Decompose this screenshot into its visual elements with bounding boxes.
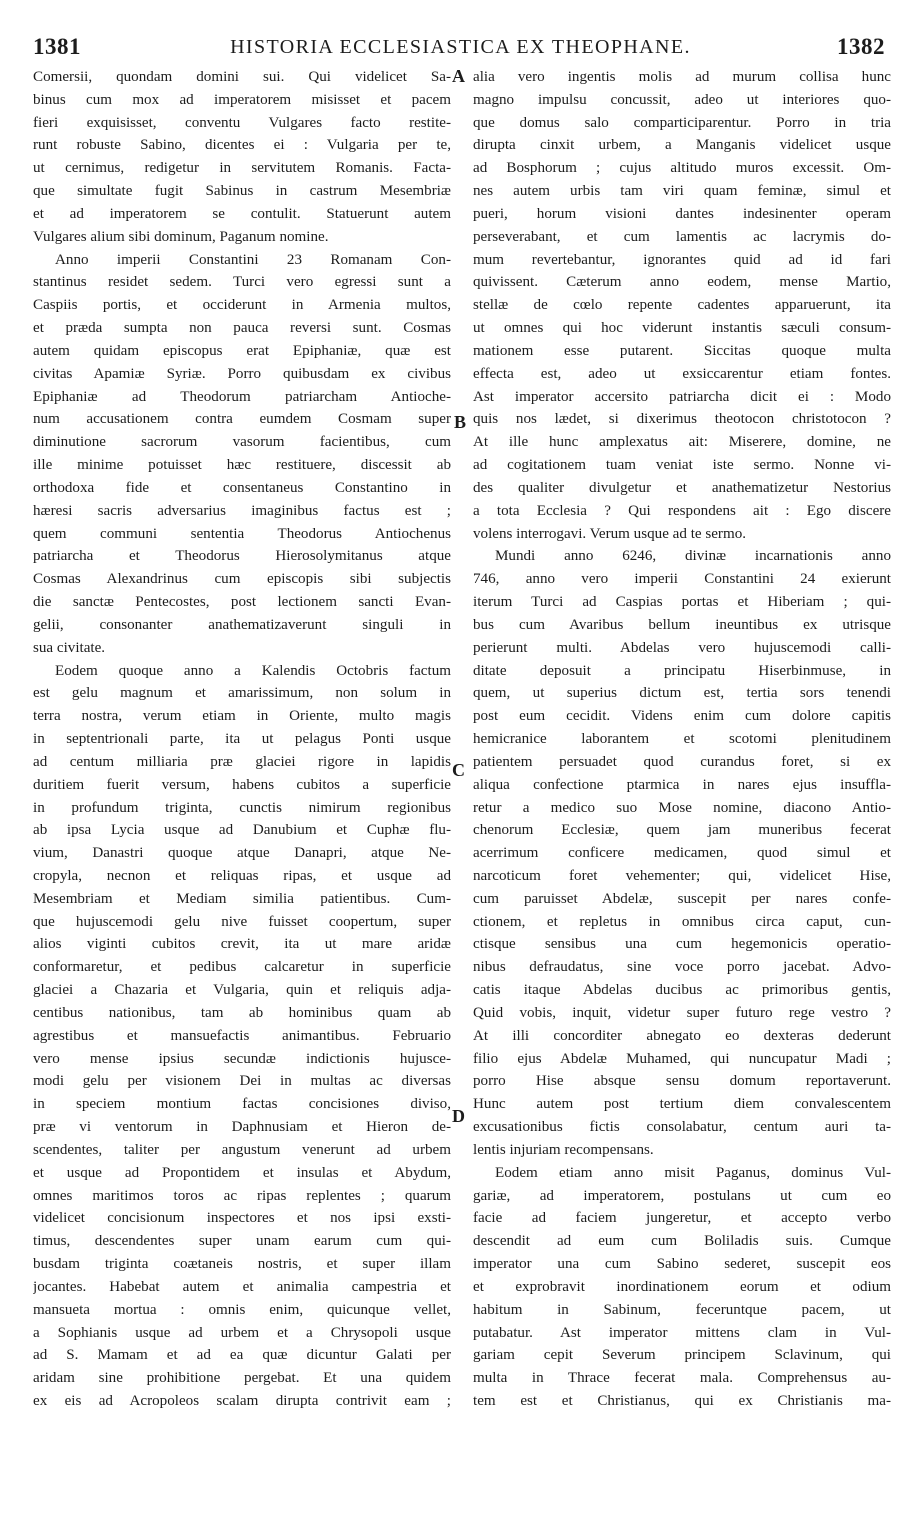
right-column-line: mationem esse putarent. Siccitas quoque multa: [473, 342, 891, 359]
right-column-line: quem, ut superius dictum est, tertia sors tenendi: [473, 685, 891, 702]
right-column-line: Eodem etiam anno misit Paganus, dominus Vul-: [495, 1164, 891, 1181]
right-column-line: ctisque sensibus una cum hegemonicis operatio-: [473, 936, 891, 953]
left-column-line: Vulgares alium sibi dominum, Paganum nomine.: [33, 228, 329, 245]
left-column-line: scendentes, taliter per angustum venerunt ad urbem: [33, 1141, 451, 1158]
left-column-line: Mesembriam et Mediam similia patientibus. Cum-: [33, 890, 451, 907]
right-column-line: multa in Thrace fecerat mala. Comprehensus au-: [473, 1370, 891, 1387]
margin-marker-d: D: [452, 1106, 465, 1126]
left-column-line: et usque ad Propontidem et insulas et Abydum,: [33, 1164, 451, 1181]
right-column-line: imperator una cum Sabino sederet, suscepit eos: [473, 1256, 891, 1273]
left-column-line: num accusationem contra eumdem Cosmam super: [33, 411, 451, 428]
left-column-line: aridam sine prohibitione pergebat. Et una quidem: [33, 1370, 451, 1387]
left-column-line: et præda sumpta non pauca reversi sunt. Cosmas: [33, 320, 451, 337]
right-column-line: patientem persuadet quod curandus foret, si ex: [473, 753, 891, 770]
right-column-line: Hunc autem post tertium diem convalescentem: [473, 1096, 891, 1113]
left-column-line: binus cum mox ad imperatorem misisset et pacem: [33, 91, 451, 108]
right-column-line: At illi concorditer abnegato eo dexteras dederunt: [473, 1027, 891, 1044]
right-column-line: aliqua confectione ptarmica in nares ejus insuffla-: [473, 776, 891, 793]
left-column-line: ad S. Mamam et ad ea quæ dicuntur Galati per: [33, 1347, 451, 1364]
left-column-line: modi gelu per visionem Dei in multas ac diversas: [33, 1073, 451, 1090]
right-column-line: facie ad faciem jungeretur, et accepto verbo: [473, 1210, 891, 1227]
left-column-line: que hujuscemodi gelu nive fuisset coopertum, super: [33, 913, 451, 930]
right-column-line: gariam cepit Severum principem Sclavinum, qui: [473, 1347, 891, 1364]
right-column-line: tem est et Christianus, qui ex Christianis ma-: [473, 1393, 891, 1410]
right-column-line: cum paruisset Abdelæ, suscepit per nares confe-: [473, 890, 891, 907]
right-column-line: narcoticum foret vehementer; qui, videlicet Hise,: [473, 867, 891, 884]
left-column-line: vero mense ipsius secundæ indictionis hujusce-: [33, 1050, 451, 1067]
left-column-line: et ad imperatorem se contulit. Statuerunt autem: [33, 205, 451, 222]
left-column-line: in speciem montium factas concisiones diviso,: [33, 1096, 451, 1113]
left-column-line: glaciei a Chazaria et Vulgaria, quin et reliquis adja-: [33, 982, 451, 999]
margin-marker-c: C: [452, 760, 465, 780]
left-column-line: runt robuste Sabino, dicentes ei : Vulgaria per te,: [33, 137, 451, 154]
right-column-line: quis nos lædet, si dixerimus theotocon christotocon ?: [473, 411, 891, 428]
left-column-line: ab ipsa Lycia usque ad Danubium et Cuphæ flu-: [33, 822, 451, 839]
right-column-line: nibus defraudatus, sine voce porro jacebat. Advo-: [473, 959, 891, 976]
right-column-line: ctionem, et repletus in omnibus circa caput, cun-: [473, 913, 891, 930]
right-column-line: Quid vobis, inquit, videtur super futuro rege vestro ?: [473, 1004, 891, 1021]
right-column-line: iterum Turci ad Caspias portas et Hiberiam ; qui-: [473, 594, 891, 611]
right-column-line: effecta est, adeo ut exsiccarentur etiam fontes.: [473, 365, 891, 382]
right-column-line: des qualiter divulgetur et anathematizetur Nestorius: [473, 479, 891, 496]
right-column-line: filio ejus Abdelæ Muhamed, qui nuncupatur Madi ;: [473, 1050, 891, 1067]
running-head: [0, 34, 921, 64]
margin-marker-a: A: [452, 66, 465, 86]
right-column-line: post eum cecidit. Videns enim cum dolore capitis: [473, 708, 891, 725]
left-column-line: orthodoxa fide et consentaneus Constantino in: [33, 479, 451, 496]
left-column-line: die sanctæ Pentecostes, post lectionem sancti Evan-: [33, 594, 451, 611]
left-column-line: præ vi ventorum in Daphnusiam et Hieron de-: [33, 1119, 451, 1136]
left-column-line: videlicet concisionum inspectores et nos ipsi exsti-: [33, 1210, 451, 1227]
left-column-line: ut cernimus, redigetur in servitutem Romanis. Facta-: [33, 160, 451, 177]
left-column-line: a Sophianis usque ad urbem et a Chrysopoli usque: [33, 1324, 451, 1341]
left-column-line: fieri exquisisset, conventu Vulgares facto restite-: [33, 114, 451, 131]
left-column-line: gelii, consonanter anathematizaverunt singuli in: [33, 616, 451, 633]
left-column-line: autem quidam episcopus erat Epiphaniæ, quæ est: [33, 342, 451, 359]
right-column-line: chenorum Ecclesiæ, quem jam muneribus fecerat: [473, 822, 891, 839]
right-column-line: perseverabant, et cum lamentis ac lacrymis do-: [473, 228, 891, 245]
right-column-line: mum revertebantur, ignorantes quid ad id fari: [473, 251, 891, 268]
left-column-line: Caspiis portis, et occiderunt in Armenia multos,: [33, 297, 451, 314]
right-column-line: excusationibus fictis consolabatur, centum auri ta-: [473, 1119, 891, 1136]
running-title: HISTORIA ECCLESIASTICA EX THEOPHANE.: [230, 36, 691, 58]
left-column-line: Anno imperii Constantini 23 Romanam Con-: [55, 251, 451, 268]
right-column-line: stellæ de cœlo repente cadentes apparuerunt, ita: [473, 297, 891, 314]
left-column-line: quem communi sententia Theodorus Antiochenus: [33, 525, 451, 542]
right-column-line: gariæ, ad imperatorem, postulans ut cum eo: [473, 1187, 891, 1204]
left-column-line: mansueta mortua : omnis enim, quicunque vellet,: [33, 1301, 451, 1318]
right-column-line: Mundi anno 6246, divinæ incarnationis anno: [495, 548, 891, 565]
right-column-line: pueri, horum visioni dantes indesinenter operam: [473, 205, 891, 222]
left-column-line: alios viginti cubitos crevit, ita ut mare aridæ: [33, 936, 451, 953]
right-column-line: bus cum Avaribus bellum ineuntibus ex utrisque: [473, 616, 891, 633]
left-column-line: centibus nationibus, tam ab hominibus quam ab: [33, 1004, 451, 1021]
right-column-line: hemicranice laborantem et scotomi plenitudinem: [473, 731, 891, 748]
right-column-line: ditate deposuit a principatu Hiserbinmuse, in: [473, 662, 891, 679]
left-column-line: terra nostra, verum etiam in Oriente, multo magis: [33, 708, 451, 725]
right-column-line: catis itaque Abdelas ducibus ac primoribus gentis,: [473, 982, 891, 999]
left-column-line: civitas Apamiæ Syriæ. Porro quibusdam ex civibus: [33, 365, 451, 382]
left-column-line: diminutione sacrorum vasorum facientibus, cum: [33, 434, 451, 451]
right-column-line: At ille hunc amplexatus ait: Miserere, domine, ne: [473, 434, 891, 451]
right-column-line: ad cogitationem tuam veniat iste sermo. Nonne vi-: [473, 457, 891, 474]
right-column-line: que domus salo comparticiparentur. Porro in tria: [473, 114, 891, 131]
left-column: [33, 66, 451, 1496]
page-number-left: 1381: [33, 34, 81, 59]
right-column-line: volens interrogavi. Verum usque ad te sermo.: [473, 525, 747, 542]
right-column-line: acerrimum conficere medicamen, quod simul et: [473, 845, 891, 862]
right-column-line: retur a medico suo Mose nomine, diacono Antio-: [473, 799, 891, 816]
left-column-line: ad centum milliaria præ glaciei rigore in lapidis: [33, 753, 451, 770]
left-column-line: stantinus residet sedem. Turci vero egressi sunt a: [33, 274, 451, 291]
right-column-line: habitum in Sabinum, feceruntque pacem, ut: [473, 1301, 891, 1318]
right-column-line: a tota Ecclesia ? Qui respondens ait : Ego discere: [473, 502, 891, 519]
left-column-line: Epiphaniæ ad Theodorum patriarcham Antioche-: [33, 388, 451, 405]
left-column-line: jocantes. Habebat autem et animalia campestria et: [33, 1278, 451, 1295]
left-column-line: agrestibus et mansuefactis animantibus. Februario: [33, 1027, 451, 1044]
right-column-line: porro Hise absque sensu domum reportaverunt.: [473, 1073, 891, 1090]
left-column-line: que simultate fugit Sabinus in castrum Mesembriæ: [33, 183, 451, 200]
left-column-line: ille minime potuisset hæc restituere, discessit ab: [33, 457, 451, 474]
right-column-line: putabatur. Ast imperator mittens clam in Vul-: [473, 1324, 891, 1341]
left-column-line: in septentrionali parte, ita ut pelagus Ponti usque: [33, 731, 451, 748]
left-column-line: conformaretur, et pedibus calcaretur in superficie: [33, 959, 451, 976]
right-column-line: dirupta cinxit urbem, a Manganis videlicet usque: [473, 137, 891, 154]
left-column-line: duritiem fuerit versum, habens cubitos a superficie: [33, 776, 451, 793]
left-column-line: Comersii, quondam domini sui. Qui videlicet Sa-: [33, 69, 451, 85]
right-column-line: lentis injuriam recompensans.: [473, 1141, 654, 1158]
right-column-line: et exprobravit inordinationem eorum et odium: [473, 1278, 891, 1295]
left-column-line: Eodem quoque anno a Kalendis Octobris factum: [55, 662, 451, 679]
right-column-line: 746, anno vero imperii Constantini 24 exierunt: [473, 571, 891, 588]
margin-marker-b: B: [454, 412, 467, 432]
right-column-line: quivissent. Cæterum anno eodem, mense Martio,: [473, 274, 891, 291]
left-column-line: omnes maritimos toros ac ripas replentes ; quarum: [33, 1187, 451, 1204]
right-column-line: ut omnes qui hoc viderunt instantis sæculi consum-: [473, 320, 891, 337]
left-column-line: in profundum triginta, cunctis nimirum regionibus: [33, 799, 451, 816]
left-column-line: sua civitate.: [33, 639, 106, 656]
left-column-line: vium, Danastri quoque atque Danapri, atque Ne-: [33, 845, 451, 862]
left-column-line: est gelu magnum et amarissimum, non solum in: [33, 685, 451, 702]
left-column-line: ex eis ad Acropoleos scalam dirupta contrivit eam ;: [33, 1393, 451, 1410]
left-column-line: hæresi sacris adversarius imaginibus factus est ;: [33, 502, 451, 519]
left-column-line: Cosmas Alexandrinus cum episcopis sibi subjectis: [33, 571, 451, 588]
left-column-line: cropyla, necnon et reliquas ripas, et usque ad: [33, 867, 451, 884]
right-column-line: descendit ad eum cum Boliladis suis. Cumque: [473, 1233, 891, 1250]
right-column-line: ad Bosphorum ; cujus altitudo muros excessit. Om-: [473, 160, 891, 177]
left-column-line: patriarcha et Theodorus Hierosolymitanus atque: [33, 548, 451, 565]
left-column-line: timus, descendentes super unam earum cum qui-: [33, 1233, 451, 1250]
right-column-line: magno impulsu concussit, adeo ut interiores quo-: [473, 91, 891, 108]
page-number-right: 1382: [837, 34, 885, 59]
right-column-line: perierunt multi. Abdelas vero hujuscemodi calli-: [473, 639, 891, 656]
right-column-line: nes autem urbis tam viri quam feminæ, simul et: [473, 183, 891, 200]
right-column-line: alia vero ingentis molis ad murum collisa hunc: [473, 69, 891, 85]
right-column: [473, 66, 891, 1496]
right-column-line: Ast imperator accersito patriarcha dicit ei : Modo: [473, 388, 891, 405]
left-column-line: busdam triginta coætaneis nostris, et super illam: [33, 1256, 451, 1273]
